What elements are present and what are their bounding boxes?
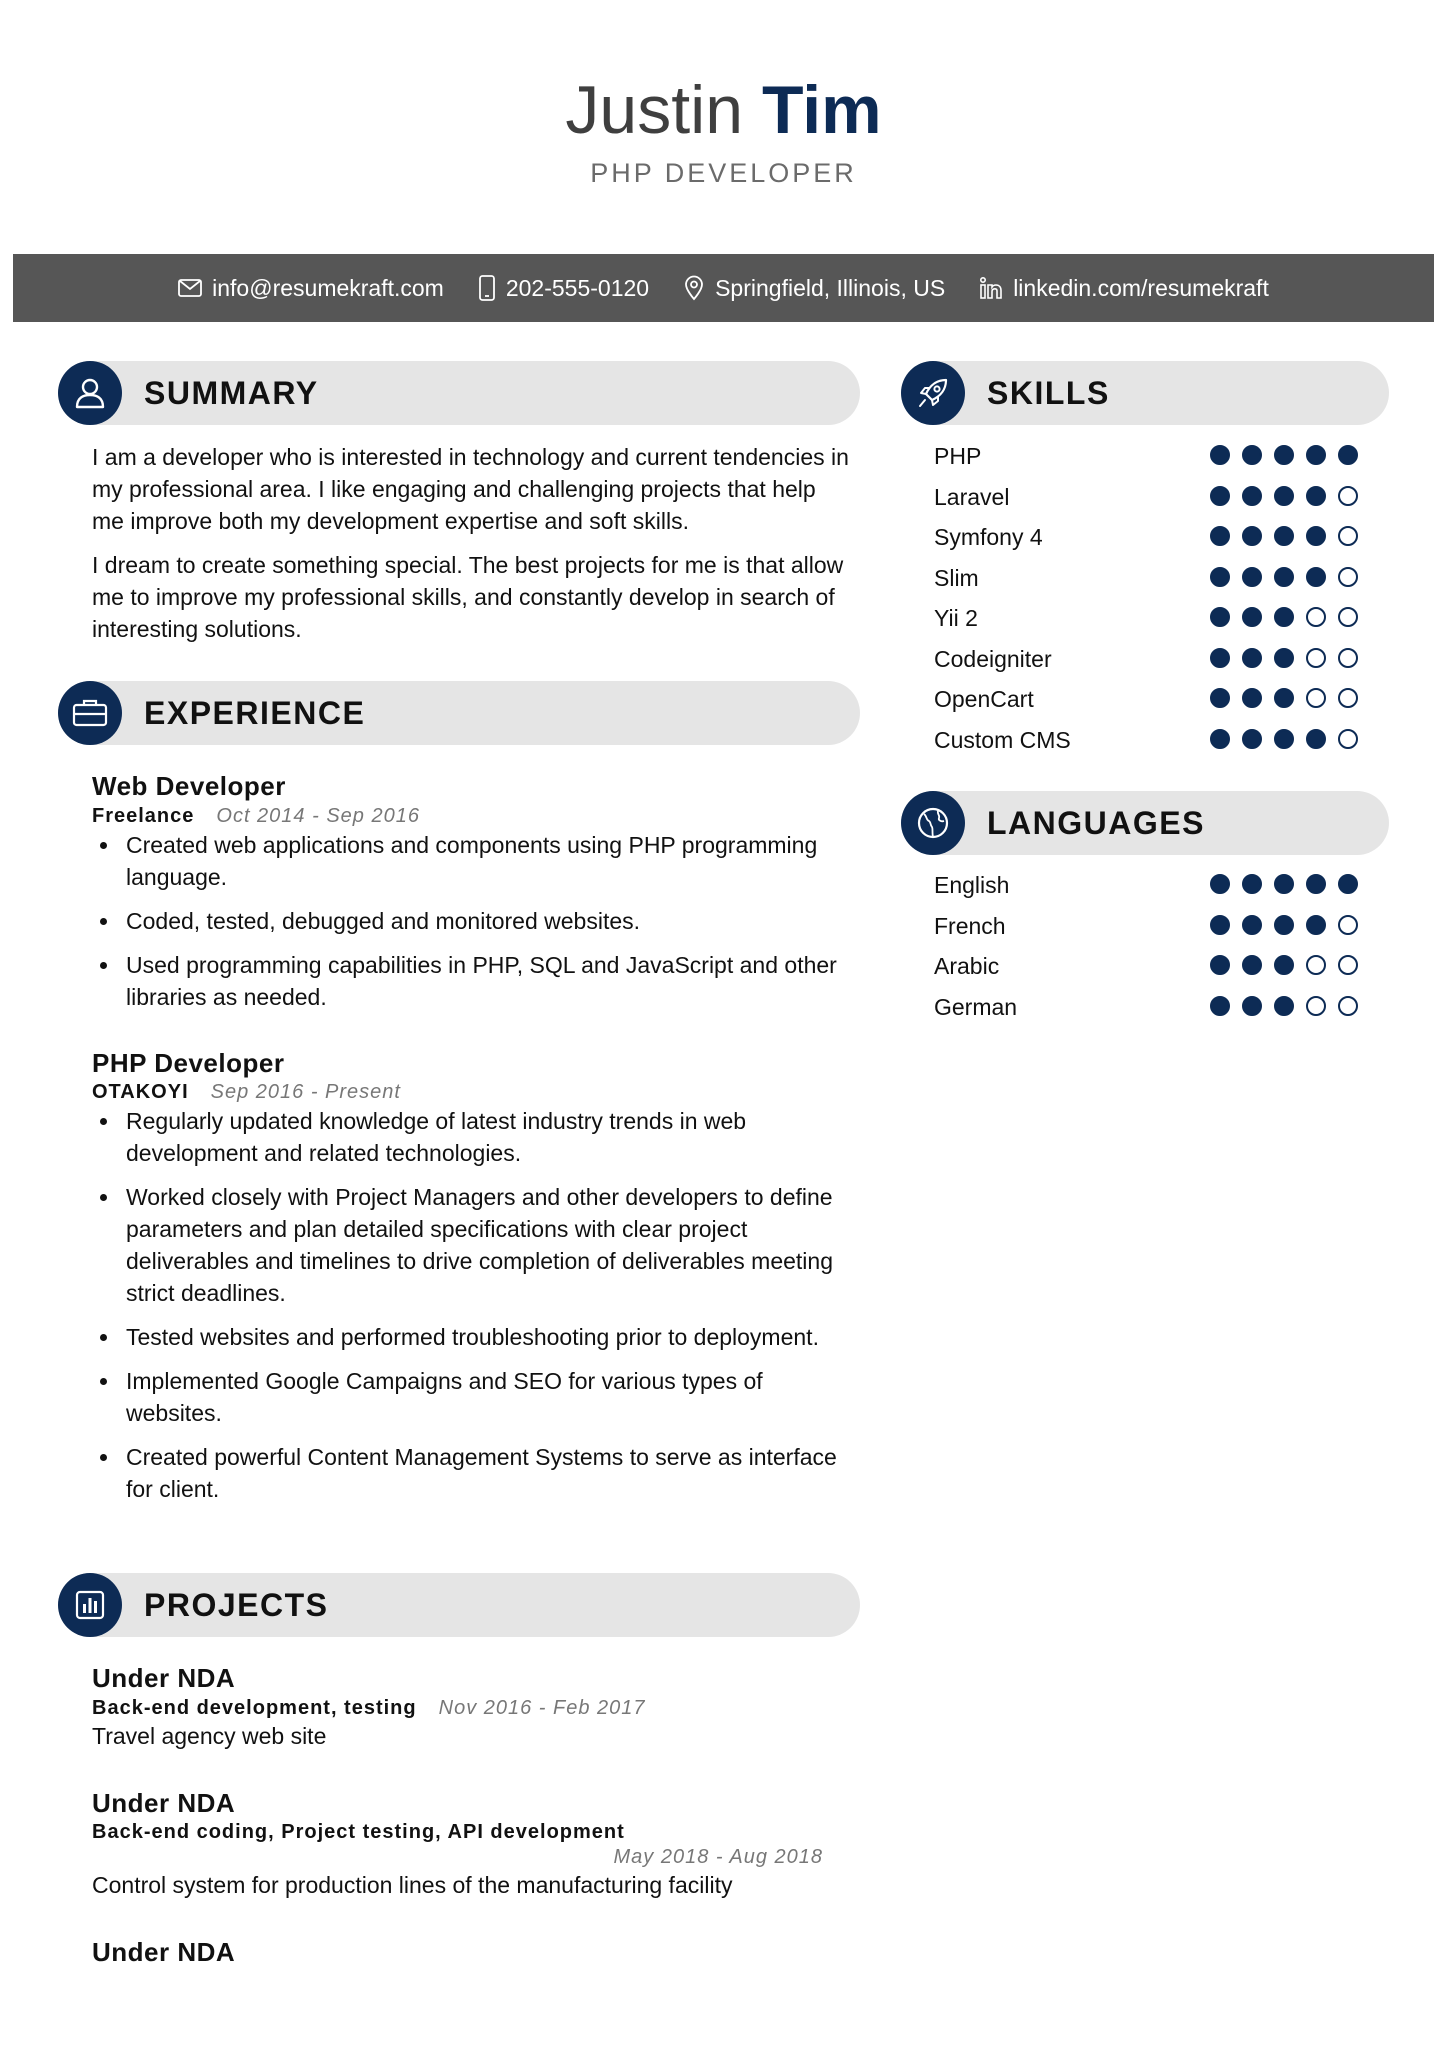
- project-description: Control system for production lines of the manufacturing facility: [92, 1872, 733, 1898]
- job-bullets: [92, 1105, 852, 1517]
- rating-dots: [1210, 648, 1358, 668]
- contact-email[interactable]: [178, 275, 444, 302]
- section-bar: [901, 361, 1389, 425]
- rating-dot-filled: [1242, 526, 1262, 546]
- job-bullet: Created web applications and components using PHP programming language.: [92, 829, 852, 893]
- job-bullet: Implemented Google Campaigns and SEO for various types of websites.: [92, 1365, 852, 1429]
- linkedin-icon: [979, 276, 1003, 300]
- skills-heading: SKILLS: [987, 375, 1110, 411]
- languages-name: French: [934, 912, 1006, 939]
- languages-row: [934, 947, 1360, 988]
- rating-dot-filled: [1338, 445, 1358, 465]
- rating-dots: [1210, 445, 1358, 465]
- project-dates: May 2018 - Aug 2018: [613, 1846, 823, 1868]
- job-bullet: Used programming capabilities in PHP, SQL and JavaScript and other libraries as needed.: [92, 949, 852, 1013]
- rating-dot-empty: [1338, 607, 1358, 627]
- user-icon: [58, 361, 122, 425]
- rating-dot-filled: [1242, 688, 1262, 708]
- project-title: Under NDA: [92, 1663, 236, 1693]
- rating-dots: [1210, 567, 1358, 587]
- rating-dot-filled: [1242, 955, 1262, 975]
- rating-dot-empty: [1338, 688, 1358, 708]
- job-bullet: Tested websites and performed troubleshooting prior to deployment.: [92, 1321, 852, 1353]
- briefcase-icon: [58, 681, 122, 745]
- rating-dot-filled: [1306, 526, 1326, 546]
- job-bullets: [92, 829, 852, 1025]
- job-meta: [92, 805, 420, 828]
- project-role: Back-end coding, Project testing, API development: [92, 1821, 625, 1843]
- languages-row: [934, 988, 1360, 1029]
- contact-linkedin[interactable]: [979, 275, 1269, 302]
- skills-row: [934, 518, 1360, 559]
- email-text: info@resumekraft.com: [212, 274, 444, 301]
- rating-dot-filled: [1210, 955, 1230, 975]
- rating-dot-filled: [1274, 874, 1294, 894]
- mail-icon: [178, 279, 202, 297]
- skills-row: [934, 721, 1360, 762]
- job-meta: [92, 1081, 401, 1104]
- rating-dot-filled: [1210, 567, 1230, 587]
- rating-dots: [1210, 729, 1358, 749]
- experience-section-header: [58, 681, 860, 745]
- rating-dot-filled: [1306, 567, 1326, 587]
- rating-dot-empty: [1338, 915, 1358, 935]
- job-title: Web Developer: [92, 771, 286, 801]
- languages-list: [934, 866, 1360, 1028]
- project-title: Under NDA: [92, 1937, 236, 1967]
- rating-dot-filled: [1210, 915, 1230, 935]
- rating-dots: [1210, 526, 1358, 546]
- rating-dot-filled: [1210, 996, 1230, 1016]
- skills-list: [934, 437, 1360, 761]
- job-bullet: Regularly updated knowledge of latest industry trends in web development and related technologies.: [92, 1105, 852, 1169]
- rating-dots: [1210, 996, 1358, 1016]
- rating-dots: [1210, 915, 1358, 935]
- summary-paragraph-1: I am a developer who is interested in technology and current tendencies in my professional area. I like engaging and challenging projects that help me improve both my development expertise and soft skills.: [92, 444, 849, 534]
- rating-dot-empty: [1306, 688, 1326, 708]
- rating-dot-filled: [1274, 955, 1294, 975]
- first-name: Justin: [565, 72, 744, 148]
- rating-dot-filled: [1306, 729, 1326, 749]
- rating-dot-empty: [1338, 526, 1358, 546]
- skills-name: Slim: [934, 564, 979, 591]
- rating-dot-filled: [1210, 729, 1230, 749]
- rating-dot-filled: [1210, 445, 1230, 465]
- rating-dot-filled: [1242, 915, 1262, 935]
- rating-dot-filled: [1242, 996, 1262, 1016]
- job-title-heading: PHP DEVELOPER: [590, 158, 857, 188]
- rating-dot-empty: [1338, 729, 1358, 749]
- project-description: Travel agency web site: [92, 1723, 327, 1749]
- contact-location: [683, 275, 945, 302]
- job-bullet: Coded, tested, debugged and monitored websites.: [92, 905, 852, 937]
- contact-phone[interactable]: [478, 275, 649, 302]
- contact-bar: [13, 254, 1434, 322]
- languages-heading: LANGUAGES: [987, 805, 1205, 841]
- job-dates: Sep 2016 - Present: [210, 1081, 401, 1103]
- project-title: Under NDA: [92, 1788, 236, 1818]
- rating-dot-empty: [1306, 955, 1326, 975]
- job-bullet: Worked closely with Project Managers and other developers to define parameters and plan detailed specifications with clear project deliverables and timelines to drive completion of deliverables meeting strict deadlines.: [92, 1181, 852, 1309]
- rating-dot-filled: [1210, 486, 1230, 506]
- languages-row: [934, 866, 1360, 907]
- rating-dot-filled: [1242, 445, 1262, 465]
- rating-dot-filled: [1210, 526, 1230, 546]
- languages-name: English: [934, 872, 1010, 898]
- rating-dot-empty: [1338, 955, 1358, 975]
- experience-heading: EXPERIENCE: [144, 695, 366, 731]
- globe-icon: [901, 791, 965, 855]
- last-name: Tim: [761, 72, 882, 148]
- rating-dot-filled: [1338, 874, 1358, 894]
- rating-dot-filled: [1274, 688, 1294, 708]
- job-dates: Oct 2014 - Sep 2016: [216, 805, 420, 827]
- project-dates: Nov 2016 - Feb 2017: [438, 1697, 646, 1719]
- rating-dot-filled: [1210, 688, 1230, 708]
- skills-row: [934, 437, 1360, 478]
- skills-row: [934, 478, 1360, 519]
- rating-dot-filled: [1274, 607, 1294, 627]
- location-pin-icon: [683, 275, 705, 301]
- rating-dot-filled: [1242, 607, 1262, 627]
- rating-dot-filled: [1274, 648, 1294, 668]
- skills-row: [934, 559, 1360, 600]
- rating-dots: [1210, 486, 1358, 506]
- languages-section-header: [901, 791, 1389, 855]
- candidate-name: [0, 66, 1447, 154]
- location-text: Springfield, Illinois, US: [715, 274, 946, 301]
- languages-row: [934, 907, 1360, 948]
- rating-dot-empty: [1338, 567, 1358, 587]
- rating-dot-filled: [1274, 915, 1294, 935]
- rating-dot-filled: [1210, 874, 1230, 894]
- skills-name: PHP: [934, 443, 982, 469]
- languages-name: Arabic: [934, 953, 1000, 979]
- bar-chart-icon: [58, 1573, 122, 1637]
- rating-dot-filled: [1210, 607, 1230, 627]
- skills-name: Custom CMS: [934, 726, 1071, 753]
- rating-dot-filled: [1274, 996, 1294, 1016]
- rating-dot-filled: [1274, 567, 1294, 587]
- skills-name: Codeigniter: [934, 645, 1052, 672]
- skills-name: Symfony 4: [934, 524, 1043, 550]
- rating-dot-filled: [1242, 567, 1262, 587]
- rating-dot-filled: [1210, 648, 1230, 668]
- rating-dot-filled: [1306, 874, 1326, 894]
- summary-paragraph-2: I dream to create something special. The best projects for me is that allow me to improve my professional skills, and constantly develop in search of interesting solutions.: [92, 552, 844, 642]
- rating-dots: [1210, 955, 1358, 975]
- project-meta: [92, 1821, 625, 1844]
- projects-heading: PROJECTS: [144, 1587, 329, 1623]
- phone-icon: [478, 275, 496, 301]
- skills-row: [934, 640, 1360, 681]
- rating-dot-filled: [1306, 915, 1326, 935]
- skills-name: Laravel: [934, 483, 1010, 510]
- rating-dot-filled: [1274, 526, 1294, 546]
- job-title: PHP Developer: [92, 1048, 285, 1078]
- job-company: OTAKOYI: [92, 1081, 189, 1103]
- skills-name: Yii 2: [934, 605, 978, 631]
- rating-dot-filled: [1242, 486, 1262, 506]
- project-meta: [92, 1697, 646, 1720]
- rating-dots: [1210, 688, 1358, 708]
- skills-row: [934, 599, 1360, 640]
- rating-dot-filled: [1242, 729, 1262, 749]
- rating-dot-filled: [1274, 486, 1294, 506]
- rating-dot-filled: [1242, 874, 1262, 894]
- job-company: Freelance: [92, 805, 195, 827]
- rating-dots: [1210, 607, 1358, 627]
- project-role: Back-end development, testing: [92, 1697, 417, 1719]
- rating-dot-filled: [1242, 648, 1262, 668]
- rating-dot-empty: [1338, 648, 1358, 668]
- rating-dot-filled: [1306, 445, 1326, 465]
- phone-text: 202-555-0120: [505, 274, 650, 301]
- rating-dot-empty: [1338, 486, 1358, 506]
- rating-dot-empty: [1306, 648, 1326, 668]
- rating-dot-filled: [1306, 486, 1326, 506]
- rating-dot-filled: [1274, 445, 1294, 465]
- rocket-icon: [901, 361, 965, 425]
- rating-dot-empty: [1306, 996, 1326, 1016]
- skills-name: OpenCart: [934, 686, 1034, 712]
- rating-dot-empty: [1306, 607, 1326, 627]
- skills-section-header: [901, 361, 1389, 425]
- rating-dot-empty: [1338, 996, 1358, 1016]
- languages-name: German: [934, 993, 1018, 1020]
- summary-section-header: [58, 361, 860, 425]
- projects-section-header: [58, 1573, 860, 1637]
- rating-dots: [1210, 874, 1358, 894]
- job-bullet: Created powerful Content Management Systems to serve as interface for client.: [92, 1441, 852, 1505]
- linkedin-text: linkedin.com/resumekraft: [1013, 274, 1269, 301]
- summary-heading: SUMMARY: [144, 375, 319, 411]
- skills-row: [934, 680, 1360, 721]
- rating-dot-filled: [1274, 729, 1294, 749]
